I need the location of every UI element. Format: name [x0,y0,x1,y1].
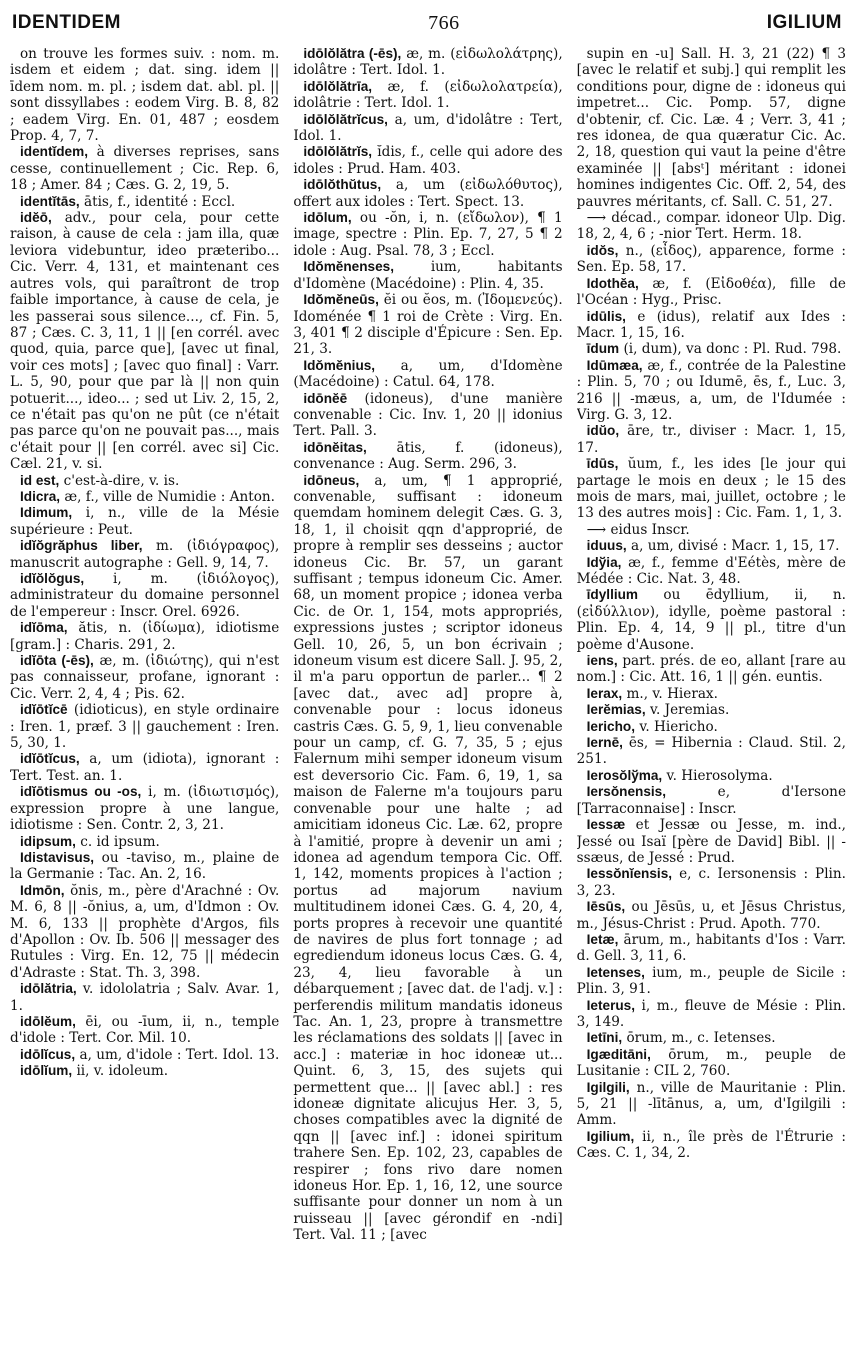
entry-text: a, um, divisé : Macr. 1, 15, 17. [631,538,840,555]
entry-headword: idōlum, [303,210,352,226]
dictionary-entry [293,473,562,1244]
dictionary-entry [10,883,279,981]
dictionary-entry [577,587,846,653]
dictionary-entry [577,423,846,456]
entry-text: æ, f., ville de Numidie : Anton. [64,488,275,505]
entry-headword: idĕō, [20,210,52,226]
entry-headword: īdūs, [586,456,619,472]
dictionary-entry [577,899,846,932]
dictionary-entry [577,1129,846,1162]
dictionary-entry [293,440,562,473]
entry-headword: Igilium, [586,1128,635,1144]
entry-text: ou -ŏn, i, n. (εἴδωλον), ¶ 1 image, spectre : Plin. Ep. 7, 27, 5 ¶ 2 idole : Aug. Psal. 78, 3 ; Eccl. [293,210,563,259]
entry-text: i, m. (ἰδιωτισμός), expression propre à une langue, idiotisme : Sen. Contr. 2, 3, 21. [10,784,280,834]
entry-text: ēi, ou -īum, ii, n., temple d'idole : Tert. Cor. Mil. 10. [10,1013,280,1047]
entry-text: a, um (idiota), ignorant : Tert. Test. an. 1. [10,751,280,784]
entry-headword: idōlătria, [20,981,77,997]
dictionary-entry [577,210,846,243]
entry-text: v. Hierosolyma. [666,767,773,784]
entry-text: āre, tr., diviser : Macr. 1, 15, 17. [576,423,846,456]
entry-text: m., v. Hierax. [626,685,718,702]
entry-text: v. Jeremias. [649,702,730,719]
entry-text: c. id ipsum. [80,833,160,850]
entry-headword: Iericho, [586,718,636,734]
column-1 [10,46,279,1348]
entry-headword: idōlŏthŭtus, [303,177,382,193]
entry-text: v. Hiericho. [639,718,718,735]
entry-headword: Iersŏnensis, [586,784,666,800]
dictionary-entry [10,571,279,620]
entry-text: a, um, d'idolâtre : Tert, Idol. 1. [293,111,563,145]
dictionary-entry [10,1014,279,1047]
entry-text: æ, m. (ἰδιώτης), qui n'est pas connaisseur, profane, ignorant : Cic. Verr. 2, 4, 4 ; Pis. 62. [10,653,280,702]
entry-headword: īdyllium [586,587,639,603]
entry-headword: Igæditāni, [586,1046,651,1062]
entry-headword: idĭŏgrăphus liber, [20,538,143,554]
entry-headword: Idistavisus, [20,849,95,865]
entry-text: a, um (εἰδωλόθυτος), offert aux idoles : Tert. Spect. 13. [293,177,563,210]
entry-text: æ, f. (εἰδωλολατρεία), idolâtrie : Tert. Idol. 1. [293,78,563,112]
dictionary-entry [577,1047,846,1080]
entry-text: ii, v. idoleum. [76,1063,169,1080]
entry-headword: īdum [586,341,620,357]
dictionary-entry [577,341,846,357]
entry-headword: idōlĕum, [20,1013,76,1029]
entry-text: ou Jēsūs, u, et Jēsus Christus, m., Jésus-Christ : Prud. Apoth. 770. [576,899,846,932]
entry-headword: Idūmæa, [586,357,643,373]
dictionary-entry [577,276,846,309]
entry-headword: idūlis, [586,308,626,324]
entry-text: ⟶ eidus Inscr. [586,521,690,538]
dictionary-entry [10,751,279,784]
entry-text: n., ville de Mauritanie : Plin. 5, 21 || -lītānus, a, um, d'Igilgili : Amm. [576,1079,846,1129]
dictionary-entry [10,834,279,850]
entry-text: ii, n., île près de l'Étrurie : Cæs. C. 1, 34, 2. [576,1128,846,1162]
entry-text: æ, f., contrée de la Palestine : Plin. 5, 70 ; ou Idumē, ēs, f., Luc. 3, 216 || -mæus, a, um, de l'Idumée : Virg. G. 3, 12. [576,357,846,423]
entry-headword: iduus, [586,538,627,554]
entry-headword: idĭōta (-ēs), [20,653,94,669]
entry-text: (idoneus), d'une manière convenable : Cic. Inv. 1, 20 || idonius Tert. Pall. 3. [293,390,563,440]
dictionary-entry [577,538,846,554]
entry-headword: identĭtās, [20,193,80,209]
entry-text: i, m., fleuve de Mésie : Plin. 3, 149. [576,997,846,1030]
entry-text: m. (ἰδιόγραφος), manuscrit autographe : Gell. 9, 14, 7. [10,538,280,571]
entry-text: a, um, d'Idomène (Macédoine) : Catul. 64, 178. [293,357,563,391]
entry-text: a, um, ¶ 1 approprié, convenable, suffisant : idoneum quemdam hominem delegit Cæs. G. 3, 18, 1, il choisit qqn d'approprié, de propre à remplir ses desseins ; auctor idoneus Cic. Br. 57, un garant suffisant ; tempus idoneum Cic. Amer. 68, un moment propice ; idonea verba Cic. de Or. 1, 154, mots appropriés, expressions justes ; scriptor idoneus Gell. 10, 26, 5, un bon écrivain ; idoneum visum est dicere Sall. J. 95, 2, il m'a paru opportun de parler... ¶ 2 [avec dat., avec ad] propre à, convenable pour : locus idoneus castris Cæs. G. 5, 9, 1, lieu convenable pour un camp, cf. G. 7, 35, 5 ; ejus Falernum mihi semper idoneum visum est deversorio Cic. Fam. 6, 19, 1, sa maison de Falerne m'a toujours paru convenable pour une halte ; ad amicitiam idoneus Cic. Læ. 62, propre à l'amitié, propre à devenir un ami ; idonea ad agendum tempora Cic. Off. 1, 142, moments propices à l'action ; portus ad majorum navium multitudinem idonei Cæs. G. 4, 20, 4, ports propres à recevoir une quantité de navires de plus fort tonnage ; ad egrediendum idoneus locus Cæs. G. 4, 23, 4, lieu favorable à un débarquement ; [avec dat. de l'adj. v.] : perferendis militum mandatis idoneus Tac. An. 1, 23, propre à transmettre les réclamations des soldats || [avec in acc.] : materiæ in hoc idoneæ ut... Quint. 6, 3, 15, des sujets qui permettent que... || [avec abl.] : res idoneæ dignitate alicujus Her. 3, 5, choses compatibles avec la dignité de qqn || [avec inf.] : idonei spiritum trahere Sen. Ep. 102, 23, capables de respirer ; fons rivo dare nomen idoneus Hor. Ep. 1, 16, 12, une source suffisante pour donner un nom à un ruisseau || [avec gérondif en -ndi] Tert. Val. 11 ; [avec [293,472,563,1244]
entry-headword: Idŏmĕnenses, [303,259,394,275]
page-number: 766 [428,11,460,34]
dictionary-entry [577,735,846,768]
entry-text: ătis, n. (ἰδίωμα), idiotisme [gram.] : Charis. 291, 2. [10,620,280,653]
entry-headword: idōlŏlătra (-ēs), [303,46,402,61]
entry-headword: iens, [586,653,618,669]
entry-text: ōrum, m., peuple de Lusitanie : CIL 2, 760. [576,1046,846,1080]
dictionary-entry [577,358,846,424]
entry-headword: Idmōn, [20,882,65,898]
dictionary-entry [577,784,846,817]
dictionary-entry [10,620,279,653]
entry-text: n., (εἶδος), apparence, forme : Sen. Ep. 58, 17. [576,242,846,276]
dictionary-entry [10,784,279,833]
dictionary-entry [10,473,279,489]
dictionary-entry [293,46,562,79]
entry-headword: idōlŏlătrĭcus, [303,111,388,127]
entry-headword: Idўia, [586,554,622,570]
dictionary-entry [577,965,846,998]
entry-text: æ, m. (εἰδωλολάτρης), idolâtre : Tert. Idol. 1. [293,46,563,79]
entry-text: ōrum, m., c. Ietenses. [626,1030,776,1047]
entry-headword: idōnĕitas, [303,439,367,455]
entry-text: part. prés. de eo, allant [rare au nom.] : Cic. Att. 16, 1 || gén. euntis. [576,653,846,686]
dictionary-entry [10,1047,279,1063]
dictionary-entry [10,194,279,210]
dictionary-entry [293,177,562,210]
entry-text: ŭum, f., les ides [le jour qui partage le mois en deux ; le 15 des mois de mars, mai, juillet, octobre ; le 13 des autres mois] : Cic. Fam. 1, 1, 3. [576,456,846,522]
entry-headword: idĭōtismus ou -os, [20,784,142,800]
dictionary-entry [293,358,562,391]
dictionary-entry [10,489,279,505]
entry-headword: Ietenses, [586,964,645,980]
entry-text: et Jessæ ou Jesse, m. ind., Jessé ou Isaï [père de David] Bibl. || -ssæus, de Jessé : Prud. [576,817,846,866]
entry-headword: idōneus, [303,472,360,488]
entry-headword: Ietæ, [586,931,619,947]
entry-text: ĭdis, f., celle qui adore des idoles : Prud. Ham. 403. [293,144,563,177]
entry-text: ŏnis, m., père d'Arachné : Ov. M. 6, 8 || -ŏnius, a, um, d'Idmon : Ov. M. 6, 133 || prophète d'Argos, fils d'Apollon : Ov. Ib. 506 || messager des Rutules : Virg. En. 12, 75 || médecin d'Adraste : Stat. Th. 3, 398. [10,882,280,981]
entry-text: ĕi ou ĕos, m. (Ἰδομενεύς). Idoménée ¶ 1 roi de Crète : Virg. En. 3, 401 ¶ 2 disciple d'Épicure : Sen. Ep. 21, 3. [293,292,563,358]
dictionary-entry [577,456,846,522]
entry-headword: idĭŏlŏgus, [20,571,85,586]
dictionary-entry [577,686,846,702]
entry-headword: Ierax, [586,685,623,701]
entry-text: ātis, f. (idoneus), convenance : Aug. Serm. 296, 3. [293,439,563,473]
entry-headword: idŏs, [586,242,619,258]
entry-text: à diverses reprises, sans cesse, continuellement ; Cic. Rep. 6, 18 ; Amer. 84 ; Cæs. G. 2, 19, 5. [10,144,280,194]
entry-text: e, d'Iersone [Tarraconnaise] : Inscr. [576,784,846,817]
entry-text: (i, dum), va donc : Pl. Rud. 798. [623,341,842,358]
column-2 [293,46,562,1348]
entry-text: ou ēdyllium, ii, n. (εἰδύλλιον), idylle, poème pastoral : Plin. Ep. 4, 14, 9 || pl., titre d'un poème d'Ausone. [576,587,846,653]
dictionary-entry [577,309,846,342]
entry-headword: Iernē, [586,735,623,751]
entry-text: on trouve les formes suiv. : nom. m. isdem et eidem ; dat. sing. idem || īdem nom. m. pl. ; isdem dat. abl. pl. || sont dissyllabes : eodem Virg. B. 8, 82 ; eadem Virg. En. 01, 487 ; eosdem Prop. 4, 7, 7. [10,46,280,145]
entry-headword: idĭōma, [20,620,68,636]
entry-headword: idĭōtĭcus, [20,751,80,767]
dictionary-entry [577,768,846,784]
dictionary-entry [10,653,279,702]
entry-headword: Idothĕa, [586,275,639,291]
entry-text: (idioticus), en style ordinaire : Iren. 1, præf. 3 || gauchement : Iren. 5, 30, 1. [10,702,280,752]
entry-text: i, m. (ἰδιόλογος), administrateur du domaine personnel de l'empereur : Inscr. Orel. 6926. [10,571,280,620]
entry-headword: Iessæ [586,817,626,833]
header-left-guideword: IDENTIDEM [12,12,121,33]
entry-text: ⟶ décad., compar. idoneor Ulp. Dig. 18, 2, 4, 6 ; -nior Tert. Herm. 18. [576,210,846,243]
entry-headword: id est, [20,472,60,488]
dictionary-entry [577,1030,846,1046]
entry-text: e (idus), relatif aux Ides : Macr. 1, 15, 16. [576,308,846,341]
entry-headword: idōnĕē [303,390,348,406]
entry-headword: idipsum, [20,833,76,849]
dictionary-entry [293,391,562,440]
dictionary-entry [10,144,279,193]
entry-headword: Idimum, [20,505,73,521]
dictionary-entry [577,243,846,276]
dictionary-entry [577,998,846,1031]
page-header [12,8,842,38]
dictionary-entry [10,505,279,538]
entry-headword: Iessŏnĭensis, [586,866,673,882]
columns [10,46,846,1348]
entry-text: supin en -u] Sall. H. 3, 21 (22) ¶ 3 [avec le relatif et subj.] qui remplit les conditions pour, digne de : idoneus qui impetret... Cic. Pomp. 57, digne d'obtenir, cf. Cic. Læ. 4 ; Verr. 3, 41 ; res idonea, de qua quæratur Cic. Ac. 2, 18, question qui vaut la peine d'être examinée || [absᵗ] méritant : idonei homines indigentes Cic. Off. 2, 54, des pauvres méritants, cf. Sall. C. 51, 27. [576,46,846,210]
entry-text: c'est-à-dire, v. is. [63,472,180,489]
entry-headword: Idŏmĕneūs, [303,292,379,308]
dictionary-entry [577,719,846,735]
dictionary-entry [10,46,279,144]
entry-headword: idōlŏlătrĭs, [303,144,373,160]
entry-headword: idŭo, [586,423,620,439]
entry-headword: Idŏmĕnius, [303,357,376,373]
dictionary-entry [577,653,846,686]
entry-text: i, n., ville de la Mésie supérieure : Peut. [10,505,280,538]
entry-headword: idōlĭcus, [20,1046,76,1062]
entry-text: ātis, f., identité : Eccl. [84,193,236,210]
entry-text: v. idololatria ; Salv. Avar. 1, 1. [10,981,280,1014]
dictionary-entry [293,112,562,145]
entry-headword: identĭdem, [20,144,88,160]
header-right-guideword: IGILIUM [766,12,842,33]
entry-text: ēs, = Hibernia : Claud. Stil. 2, 251. [576,735,846,768]
dictionary-entry [293,292,562,358]
dictionary-entry [293,79,562,112]
dictionary-entry [293,144,562,177]
entry-headword: idōlŏlătrīa, [303,78,373,94]
entry-text: æ, f., femme d'Eétès, mère de Médée : Cic. Nat. 3, 48. [576,554,846,587]
entry-headword: Ierosŏlўma, [586,767,663,783]
dictionary-entry [293,210,562,259]
dictionary-entry [577,866,846,899]
entry-headword: Ietīni, [586,1030,623,1046]
dictionary-entry [10,702,279,751]
entry-text: ou -taviso, m., plaine de la Germanie : Tac. An. 2, 16. [10,849,280,883]
entry-headword: Iēsūs, [586,899,626,915]
entry-text: æ, f. (Εἰδοθέα), fille de l'Océan : Hyg., Prisc. [576,275,846,309]
dictionary-entry [10,850,279,883]
entry-text: adv., pour cela, pour cette raison, à cause de cela : jam illa, quæ leviora videbuntur, ideo præteribo... Cic. Verr. 4, 131, et maintenant ces autres vols, qui paraîtront de trop faible importance, à cause de cela, je les passerai sous silence..., cf. Fin. 5, 87 ; Cæs. C. 3, 11, 1 || [en corrél. avec quod, quia, parce que], [avec ut final, voir ces mots] ; [avec quo final] : Varr. L. 5, 90, pour que par là || non quin potuerit..., ideo... ; sed ut Liv. 2, 15, 2, ce n'était pas qu'on ne pût (ce n'était pas parce qu'on ne pouvait pas..., mais c'était pour || [en corrél. avec si] Cic. Cæl. 21, v. si. [10,210,280,473]
dictionary-entry [10,1063,279,1079]
entry-headword: idōlĭum, [20,1063,73,1079]
dictionary-entry [293,259,562,292]
dictionary-entry [577,817,846,866]
dictionary-entry [577,932,846,965]
dictionary-entry [10,538,279,571]
dictionary-entry [10,981,279,1014]
entry-text: ārum, m., habitants d'Ios : Varr. d. Gell. 3, 11, 6. [576,931,846,965]
dictionary-entry [577,1080,846,1129]
entry-text: ium, m., peuple de Sicile : Plin. 3, 91. [576,964,846,998]
entry-text: a, um, d'idole : Tert. Idol. 13. [79,1046,280,1063]
dictionary-entry [577,702,846,718]
entry-text: ium, habitants d'Idomène (Macédoine) : Plin. 4, 35. [293,259,563,292]
entry-headword: Ierĕmias, [586,702,646,718]
entry-headword: idĭōtĭcē [20,702,68,718]
entry-headword: Idicra, [20,488,61,504]
dictionary-entry [577,46,846,210]
dictionary-entry [10,210,279,473]
dictionary-entry [577,555,846,588]
column-3 [577,46,846,1348]
entry-headword: Igilgili, [586,1079,630,1095]
entry-text: e, c. Iersonensis : Plin. 3, 23. [576,866,846,899]
dictionary-entry [577,522,846,538]
entry-headword: Ieterus, [586,997,636,1013]
